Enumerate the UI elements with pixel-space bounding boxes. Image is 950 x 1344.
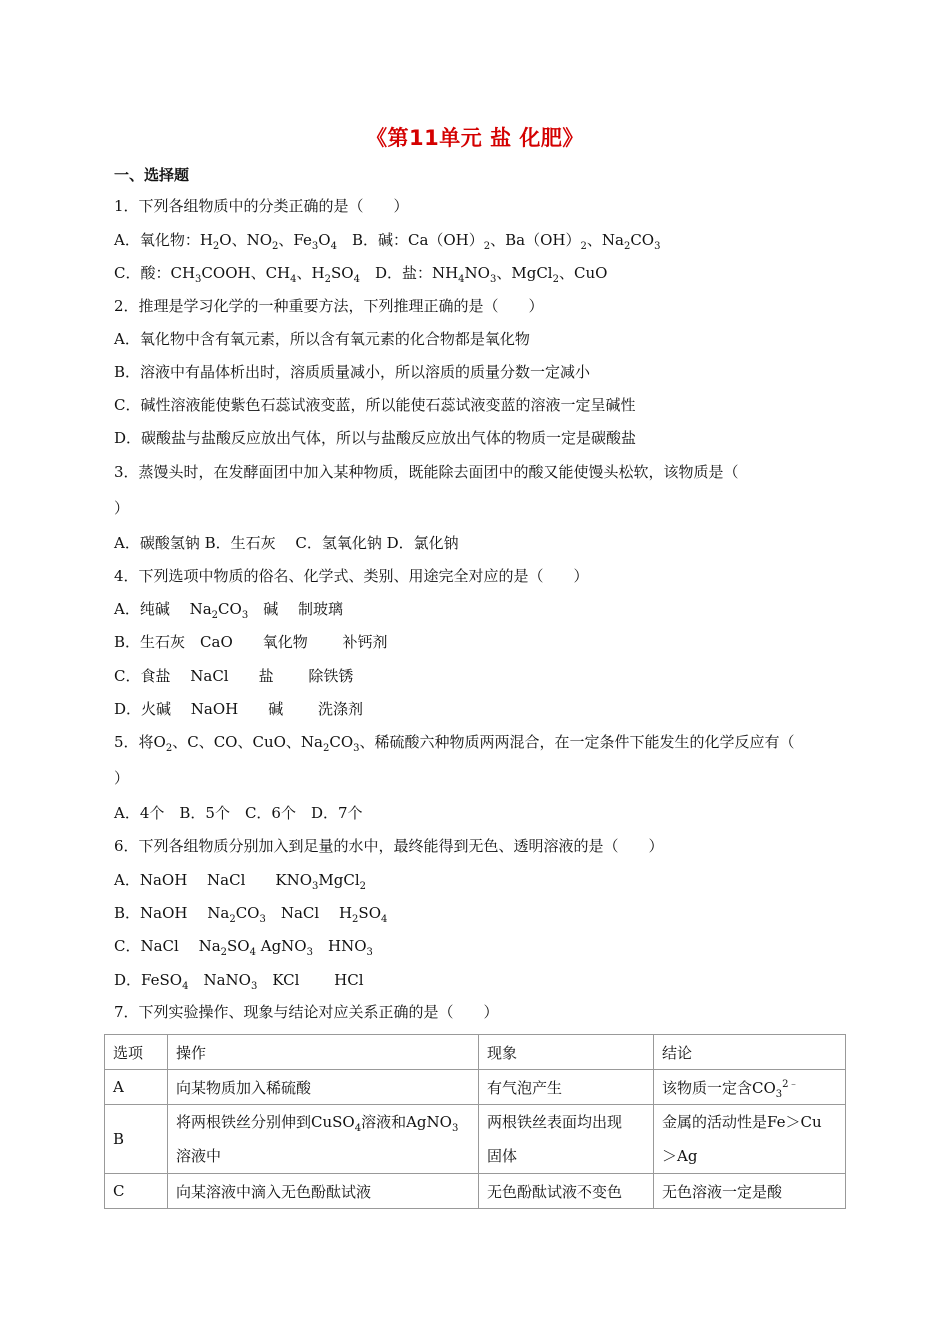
question-6-option-a: A．NaOH NaCl $KNO_3MgCl_2$ [114,871,367,892]
row-c-option: C [105,1174,168,1209]
table-row [105,1105,846,1174]
table-row [105,1174,846,1209]
section-heading: 一、选择题 [114,166,190,184]
question-3-stem-end: ） [114,499,130,517]
question-6-option-c: C．NaCl $Na_2SO_4$ AgNO$_3$ $HNO_3$ [114,937,373,958]
row-b-conclusion: 金属的活动性是Fe＞Cu ＞Ag [654,1105,846,1174]
document-title: 《第11单元 盐 化肥》 [366,126,584,150]
question-4-option-d: D．火碱 NaOH 碱 洗涤剂 [114,700,364,718]
header-conclusion: 结论 [654,1035,846,1070]
row-c-operation: 向某溶液中滴入无色酚酞试液 [168,1174,479,1209]
table-header-row [105,1035,846,1070]
question-2-stem: 2．推理是学习化学的一种重要方法，下列推理正确的是（ ） [114,297,544,315]
question-6-option-b: B．NaOH $Na_2CO_3$ NaCl $H_2SO_4$ [114,904,388,925]
question-7-table [104,1034,846,1209]
row-a-conclusion: 该物质一定含$CO_3^{2﹣}$ [654,1070,846,1105]
question-4-option-a: A．纯碱 $Na_2CO_3$ 碱 制玻璃 [114,600,343,621]
table-row [105,1070,846,1105]
question-7-stem: 7．下列实验操作、现象与结论对应关系正确的是（ ） [114,1003,499,1021]
question-4-option-c: C．食盐 NaCl 盐 除铁锈 [114,667,354,685]
option-a: A．氧化物：$H_2O$、$NO_2$、$Fe_3O_4$ [114,231,337,252]
row-a-option: A [105,1070,168,1105]
question-1-stem: 1．下列各组物质中的分类正确的是（ ） [114,197,409,215]
option-c: C．酸：$CH_3COOH$、$CH_4$、$H_2SO_4$ [114,264,360,285]
question-1-options-ab [114,230,660,250]
header-operation: 操作 [168,1035,479,1070]
question-5-options: A．4个 B．5个 C．6个 D．7个 [114,804,363,822]
question-3-stem: 3．蒸馒头时，在发酵面团中加入某种物质，既能除去面团中的酸又能使馒头松软，该物质是（ [114,463,739,481]
question-5-stem: 5．将$O_2$、C、CO、CuO、$Na_2CO_3$、稀硫酸六种物质两两混合，在一定条件下能发生的化学反应有（ [114,733,795,754]
row-b-option: B [105,1105,168,1174]
question-4-option-b: B．生石灰 CaO 氧化物 补钙剂 [114,633,388,651]
row-c-phenomenon: 无色酚酞试液不变色 [479,1174,654,1209]
question-3-options: A．碳酸氢钠 B．生石灰 C．氢氧化钠 D．氯化钠 [114,534,459,552]
row-b-phenomenon: 两根铁丝表面均出现 固体 [479,1105,654,1174]
header-phenomenon: 现象 [479,1035,654,1070]
option-d: D．盐：$NH_4NO_3$、MgCl$_2$、CuO [359,264,608,285]
row-c-conclusion: 无色溶液一定是酸 [654,1174,846,1209]
question-2-option-c: C．碱性溶液能使紫色石蕊试液变蓝，所以能使石蕊试液变蓝的溶液一定呈碱性 [114,396,636,414]
question-4-stem: 4．下列选项中物质的俗名、化学式、类别、用途完全对应的是（ ） [114,567,589,585]
question-6-stem: 6．下列各组物质分别加入到足量的水中，最终能得到无色、透明溶液的是（ ） [114,837,664,855]
row-a-operation: 向某物质加入稀硫酸 [168,1070,479,1105]
row-b-operation: 将两根铁丝分别伸到CuSO$_4$溶液和AgNO$_3$ 溶液中 [168,1105,479,1174]
option-b: B．碱：$Ca(OH)_2$、$Ba(OH)_2$、$Na_2CO_3$ [336,231,661,252]
question-6-option-d: D．FeSO$_4$ NaNO$_3$ KCl HCl [114,971,364,992]
row-a-phenomenon: 有气泡产生 [479,1070,654,1105]
header-option: 选项 [105,1035,168,1070]
question-2-option-a: A．氧化物中含有氧元素，所以含有氧元素的化合物都是氧化物 [114,330,530,348]
question-2-option-d: D．碳酸盐与盐酸反应放出气体，所以与盐酸反应放出气体的物质一定是碳酸盐 [114,429,637,447]
question-5-stem-end: ） [114,769,130,787]
question-1-options-cd [114,263,607,283]
question-2-option-b: B．溶液中有晶体析出时，溶质质量减小，所以溶质的质量分数一定减小 [114,363,591,381]
